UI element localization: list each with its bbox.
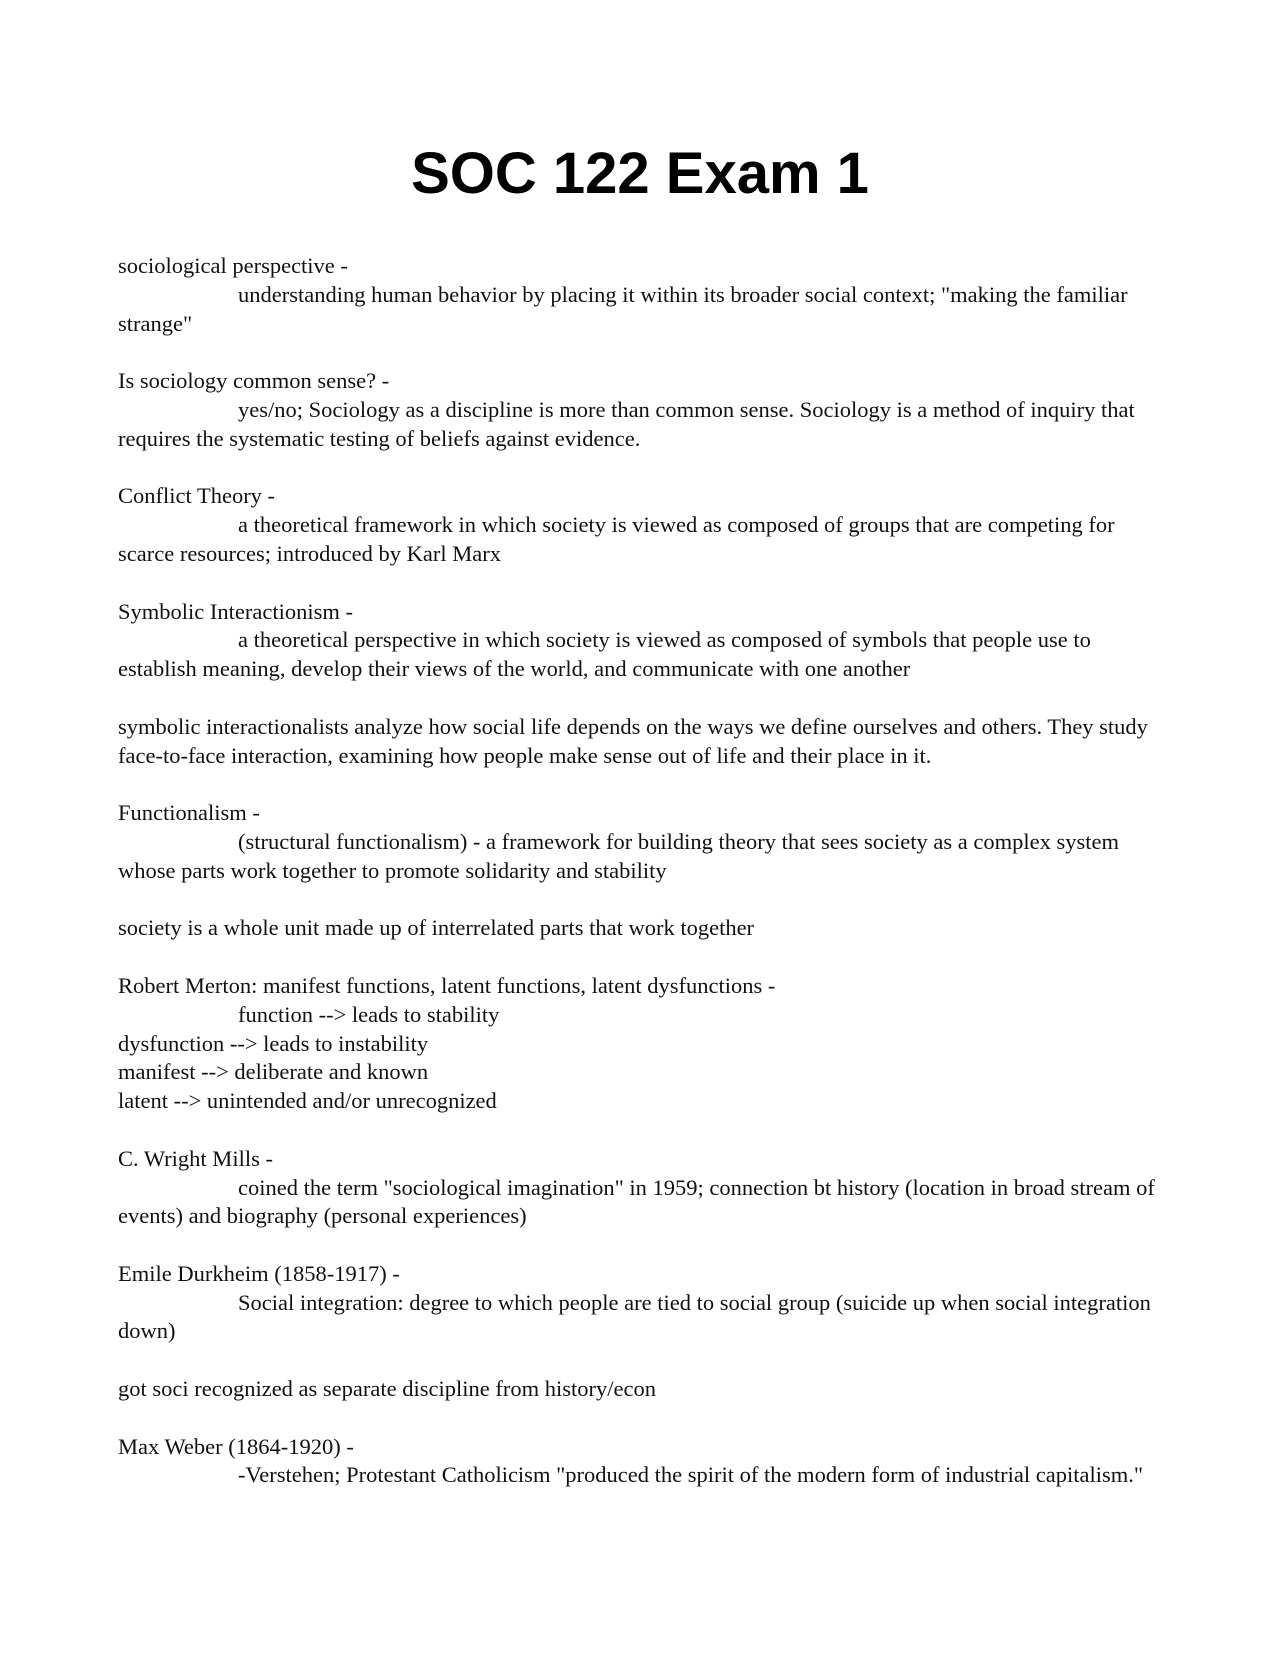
entry-definition: Social integration: degree to which people are tied to social group (suicide up when social integration down) bbox=[118, 1289, 1151, 1344]
entry-term: C. Wright Mills - bbox=[118, 1145, 273, 1171]
entry-definition: yes/no; Sociology as a discipline is more than common sense. Sociology is a method of inquiry that requires the systematic testing of beliefs against evidence. bbox=[118, 396, 1135, 451]
entry-note: symbolic interactionalists analyze how social life depends on the ways we define ourselves and others. They study face-to-face interaction, examining how people make sense out of life and their place in it. bbox=[118, 713, 1148, 768]
entry-definition: function --> leads to stability bbox=[238, 1001, 500, 1027]
entry-robert-merton bbox=[118, 972, 1163, 1116]
entry-term: Functionalism - bbox=[118, 800, 260, 826]
entry-max-weber bbox=[118, 1433, 1163, 1491]
entry-term: Robert Merton: manifest functions, latent functions, latent dysfunctions - bbox=[118, 972, 776, 998]
entry-note: society is a whole unit made up of interrelated parts that work together bbox=[118, 915, 755, 941]
entry-term: sociological perspective - bbox=[118, 253, 348, 278]
entry-definition: -Verstehen; Protestant Catholicism "produced the spirit of the modern form of industrial capitalism." bbox=[238, 1462, 1144, 1488]
entry-line: latent --> unintended and/or unrecognized bbox=[118, 1088, 497, 1114]
page-title: SOC 122 Exam 1 bbox=[411, 141, 869, 206]
entry-term: Symbolic Interactionism - bbox=[118, 598, 353, 624]
entry-definition: a theoretical perspective in which society is viewed as composed of symbols that people use to establish meaning, develop their views of the world, and communicate with one another bbox=[118, 627, 1091, 682]
entry-common-sense bbox=[118, 367, 1163, 453]
entry-definition: (structural functionalism) - a framework for building theory that sees society as a complex system whose parts work together to promote solidarity and stability bbox=[118, 828, 1119, 883]
entry-functionalism bbox=[118, 799, 1163, 885]
entry-term: Is sociology common sense? - bbox=[118, 368, 390, 394]
entry-line: manifest --> deliberate and known bbox=[118, 1059, 429, 1085]
entry-conflict-theory bbox=[118, 482, 1163, 568]
entry-definition: a theoretical framework in which society is viewed as composed of groups that are competing for scarce resources; introduced by Karl Marx bbox=[118, 512, 1115, 566]
entry-term: Emile Durkheim (1858-1917) - bbox=[118, 1260, 400, 1286]
entry-emile-durkheim bbox=[118, 1260, 1163, 1346]
entry-term: Conflict Theory - bbox=[118, 483, 276, 509]
entry-line: dysfunction --> leads to instability bbox=[118, 1030, 429, 1056]
entry-sociological-perspective bbox=[118, 252, 1163, 338]
document-body bbox=[118, 252, 1163, 1519]
entry-note: got soci recognized as separate discipline from history/econ bbox=[118, 1376, 656, 1402]
entry-term: Max Weber (1864-1920) - bbox=[118, 1433, 354, 1459]
entry-definition: coined the term "sociological imagination" in 1959; connection bt history (location in broad stream of events) and biography (personal experiences) bbox=[118, 1174, 1155, 1229]
entry-symbolic-interactionism bbox=[118, 598, 1163, 684]
entry-c-wright-mills bbox=[118, 1145, 1163, 1231]
entry-definition: understanding human behavior by placing it within its broader social context; "making the familiar strange" bbox=[118, 281, 1128, 336]
